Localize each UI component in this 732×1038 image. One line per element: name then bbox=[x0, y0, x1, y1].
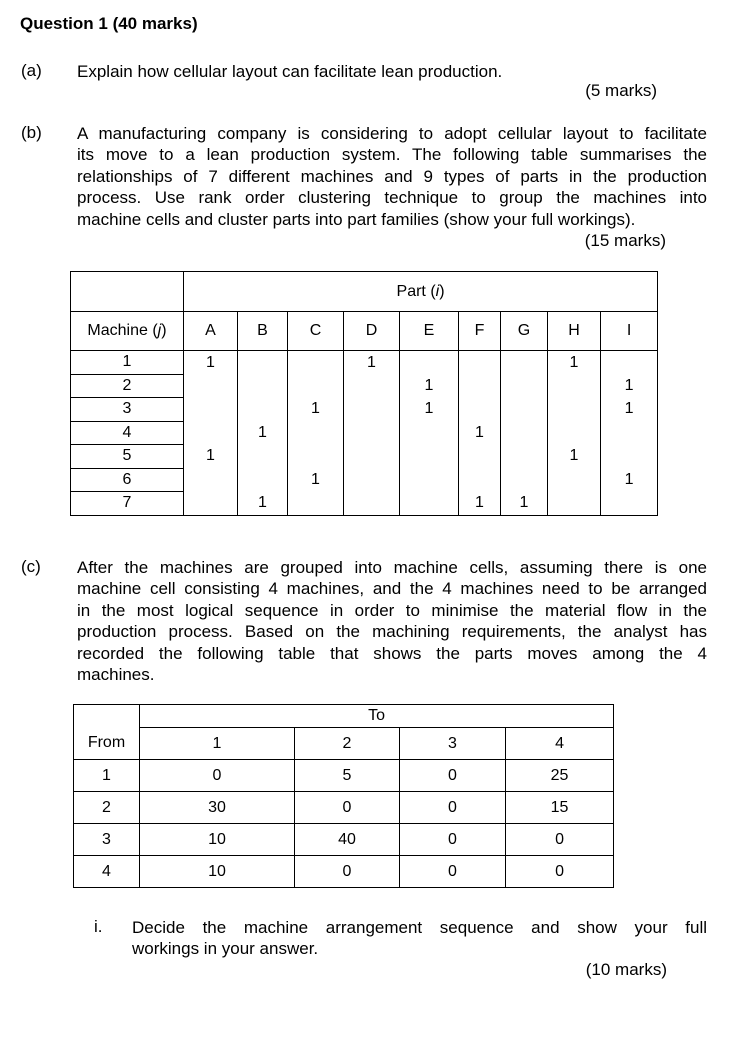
matrix-cell: 1 bbox=[400, 398, 459, 422]
from-machine: 3 bbox=[74, 824, 140, 856]
part-c-text bbox=[77, 557, 707, 685]
sub-i-text bbox=[132, 917, 707, 960]
flow-cell: 10 bbox=[140, 856, 295, 888]
matrix-row bbox=[71, 398, 658, 422]
column-header: G bbox=[501, 312, 548, 351]
sub-i-line: Decide the machine arrangement sequence and show your full bbox=[132, 918, 707, 937]
machine-number: 5 bbox=[71, 445, 184, 469]
sub-i-label: i. bbox=[94, 917, 103, 936]
matrix-cell bbox=[501, 468, 548, 492]
flow-cell: 0 bbox=[140, 760, 295, 792]
matrix-cell bbox=[288, 445, 344, 469]
part-c-line: production process. Based on the machining requirements, the analyst has bbox=[77, 622, 707, 642]
matrix-cell bbox=[548, 374, 601, 398]
column-header: H bbox=[548, 312, 601, 351]
flow-cell: 0 bbox=[400, 792, 506, 824]
part-c-line: in the most logical sequence in order to minimise the material flow in the bbox=[77, 600, 707, 620]
matrix-cell bbox=[459, 468, 501, 492]
matrix-cell bbox=[400, 421, 459, 445]
from-to-chart bbox=[73, 704, 614, 888]
matrix-cell: 1 bbox=[238, 421, 288, 445]
matrix-cell bbox=[344, 492, 400, 516]
part-b-line: A manufacturing company is considering to adopt cellular layout to facilitate bbox=[77, 124, 707, 143]
matrix-cell bbox=[548, 492, 601, 516]
matrix-cell bbox=[344, 421, 400, 445]
flow-cell: 25 bbox=[506, 760, 614, 792]
to-column-header: 1 bbox=[140, 728, 295, 760]
matrix-cell bbox=[501, 374, 548, 398]
column-header: I bbox=[601, 312, 658, 351]
matrix-row bbox=[71, 351, 658, 375]
matrix-cell bbox=[238, 445, 288, 469]
from-machine: 2 bbox=[74, 792, 140, 824]
part-b-line: process. Use rank order clustering technique to group the machines into bbox=[77, 188, 707, 208]
matrix-cell bbox=[344, 468, 400, 492]
part-a-marks: (5 marks) bbox=[585, 81, 657, 100]
matrix-row bbox=[71, 492, 658, 516]
column-header: F bbox=[459, 312, 501, 351]
matrix-cell bbox=[501, 398, 548, 422]
matrix-cell bbox=[184, 421, 238, 445]
from-to-body bbox=[74, 760, 614, 888]
matrix-cell bbox=[184, 468, 238, 492]
to-column-header: 3 bbox=[400, 728, 506, 760]
matrix-cell bbox=[288, 351, 344, 375]
matrix-cell bbox=[459, 445, 501, 469]
from-to-corner bbox=[74, 705, 140, 728]
flow-cell: 10 bbox=[140, 824, 295, 856]
matrix-cell: 1 bbox=[601, 468, 658, 492]
from-machine: 1 bbox=[74, 760, 140, 792]
machine-header bbox=[71, 312, 184, 351]
sub-i-marks: (10 marks) bbox=[585, 960, 667, 979]
part-c-line: recorded the following table that shows the parts moves among the 4 bbox=[77, 643, 707, 663]
matrix-cell: 1 bbox=[548, 351, 601, 375]
from-to-row bbox=[74, 856, 614, 888]
matrix-cell bbox=[501, 351, 548, 375]
flow-cell: 0 bbox=[295, 792, 400, 824]
part-b-line: its move to a lean production system. The following table summarises the bbox=[77, 145, 707, 165]
matrix-cell bbox=[400, 492, 459, 516]
from-header: From bbox=[74, 728, 140, 760]
matrix-cell bbox=[548, 468, 601, 492]
machine-number: 6 bbox=[71, 468, 184, 492]
matrix-cell bbox=[288, 421, 344, 445]
flow-cell: 15 bbox=[506, 792, 614, 824]
matrix-cell: 1 bbox=[288, 468, 344, 492]
column-header: B bbox=[238, 312, 288, 351]
matrix-body bbox=[71, 351, 658, 516]
machine-number: 2 bbox=[71, 374, 184, 398]
column-header: E bbox=[400, 312, 459, 351]
matrix-row bbox=[71, 421, 658, 445]
matrix-cell bbox=[184, 398, 238, 422]
column-header: A bbox=[184, 312, 238, 351]
question-title: Question 1 (40 marks) bbox=[20, 14, 198, 33]
to-header: To bbox=[140, 705, 614, 728]
to-column-header: 2 bbox=[295, 728, 400, 760]
matrix-cell bbox=[344, 445, 400, 469]
matrix-cell bbox=[238, 374, 288, 398]
matrix-cell bbox=[501, 421, 548, 445]
matrix-cell bbox=[344, 374, 400, 398]
matrix-cell bbox=[238, 468, 288, 492]
machine-header-text: Machine ( bbox=[87, 322, 158, 339]
part-b-label: (b) bbox=[21, 123, 42, 142]
matrix-cell bbox=[400, 468, 459, 492]
part-a-label: (a) bbox=[21, 61, 42, 80]
part-c-line: machines. bbox=[77, 665, 155, 685]
part-header-suffix: ) bbox=[439, 282, 445, 300]
from-to-row bbox=[74, 792, 614, 824]
machine-header-suffix: ) bbox=[161, 322, 167, 339]
matrix-cell: 1 bbox=[344, 351, 400, 375]
matrix-cell: 1 bbox=[184, 445, 238, 469]
flow-cell: 40 bbox=[295, 824, 400, 856]
matrix-cell: 1 bbox=[459, 492, 501, 516]
matrix-cell bbox=[400, 445, 459, 469]
corner-cell bbox=[71, 272, 184, 312]
matrix-cell bbox=[344, 398, 400, 422]
matrix-cell bbox=[288, 374, 344, 398]
from-machine: 4 bbox=[74, 856, 140, 888]
part-a-text: Explain how cellular layout can facilitate lean production. bbox=[77, 62, 503, 81]
part-b-text bbox=[77, 123, 707, 230]
matrix-cell: 1 bbox=[238, 492, 288, 516]
column-header: C bbox=[288, 312, 344, 351]
matrix-cell bbox=[601, 351, 658, 375]
machine-number: 4 bbox=[71, 421, 184, 445]
part-b-line: relationships of 7 different machines and 9 types of parts in the production bbox=[77, 166, 707, 186]
matrix-cell bbox=[238, 398, 288, 422]
machine-number: 1 bbox=[71, 351, 184, 375]
matrix-cell bbox=[459, 374, 501, 398]
matrix-cell: 1 bbox=[501, 492, 548, 516]
machine-part-matrix bbox=[70, 271, 658, 516]
matrix-cell bbox=[184, 492, 238, 516]
flow-cell: 0 bbox=[295, 856, 400, 888]
flow-cell: 5 bbox=[295, 760, 400, 792]
flow-cell: 0 bbox=[400, 824, 506, 856]
matrix-cell bbox=[238, 351, 288, 375]
machine-number: 7 bbox=[71, 492, 184, 516]
matrix-cell bbox=[459, 351, 501, 375]
part-header-var: i bbox=[435, 282, 440, 300]
machine-number: 3 bbox=[71, 398, 184, 422]
machine-header-var: j bbox=[157, 322, 162, 339]
matrix-cell bbox=[184, 374, 238, 398]
flow-cell: 0 bbox=[506, 824, 614, 856]
from-to-row bbox=[74, 760, 614, 792]
matrix-cell bbox=[400, 351, 459, 375]
matrix-cell: 1 bbox=[601, 398, 658, 422]
matrix-cell bbox=[601, 421, 658, 445]
matrix-cell: 1 bbox=[288, 398, 344, 422]
sub-i-line: workings in your answer. bbox=[132, 939, 319, 959]
matrix-cell bbox=[501, 445, 548, 469]
to-column-header: 4 bbox=[506, 728, 614, 760]
from-to-row bbox=[74, 824, 614, 856]
part-b-marks: (15 marks) bbox=[584, 231, 666, 250]
flow-cell: 0 bbox=[400, 760, 506, 792]
matrix-cell: 1 bbox=[601, 374, 658, 398]
matrix-row bbox=[71, 445, 658, 469]
flow-cell: 30 bbox=[140, 792, 295, 824]
part-b-line: machine cells and cluster parts into part families (show your full workings). bbox=[77, 209, 636, 229]
part-header bbox=[184, 272, 658, 312]
matrix-cell: 1 bbox=[459, 421, 501, 445]
matrix-cell bbox=[459, 398, 501, 422]
matrix-cell bbox=[288, 492, 344, 516]
matrix-cell: 1 bbox=[400, 374, 459, 398]
matrix-cell bbox=[601, 445, 658, 469]
flow-cell: 0 bbox=[400, 856, 506, 888]
part-c-label: (c) bbox=[21, 557, 41, 576]
matrix-row bbox=[71, 468, 658, 492]
flow-cell: 0 bbox=[506, 856, 614, 888]
matrix-cell: 1 bbox=[184, 351, 238, 375]
part-c-line: After the machines are grouped into machine cells, assuming there is one bbox=[77, 558, 707, 577]
matrix-cell: 1 bbox=[548, 445, 601, 469]
matrix-cell bbox=[548, 398, 601, 422]
part-header-text: Part ( bbox=[396, 282, 436, 300]
matrix-row bbox=[71, 374, 658, 398]
matrix-cell bbox=[548, 421, 601, 445]
column-header: D bbox=[344, 312, 400, 351]
part-c-line: machine cell consisting 4 machines, and the 4 machines need to be arranged bbox=[77, 579, 707, 599]
matrix-cell bbox=[601, 492, 658, 516]
